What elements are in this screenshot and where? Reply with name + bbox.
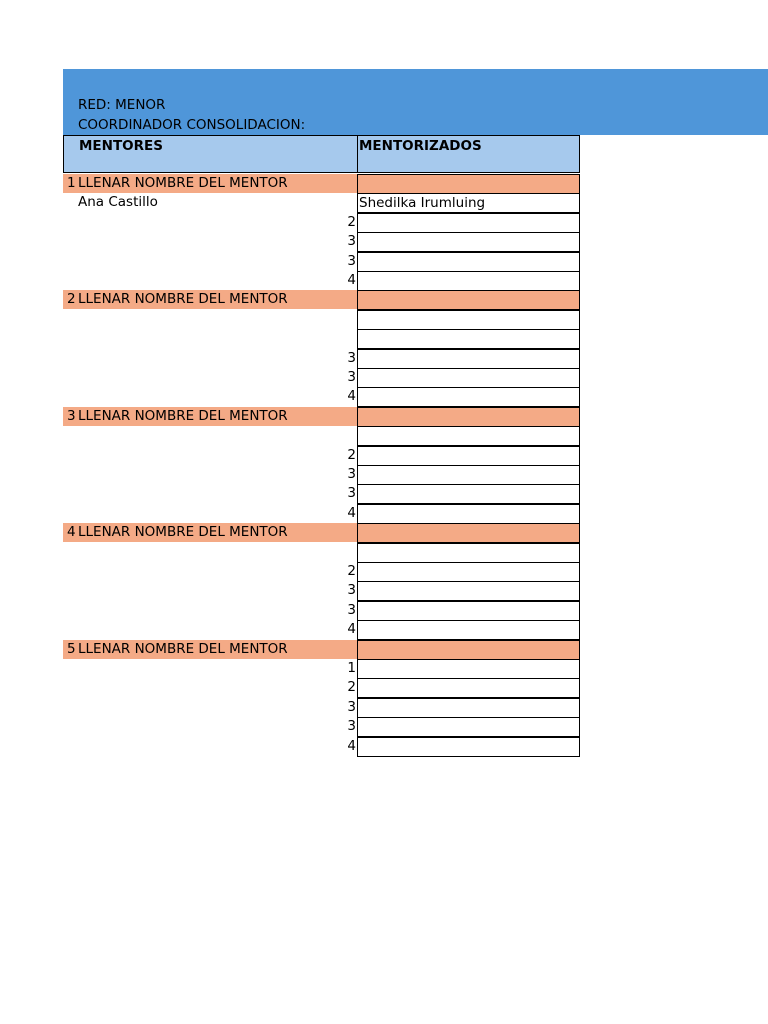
mentorizado-cell[interactable] bbox=[357, 232, 580, 252]
mentor-row-mentorizados-cell[interactable] bbox=[357, 640, 580, 660]
mentorizado-cell[interactable] bbox=[357, 504, 580, 524]
row-index: 4 bbox=[347, 504, 356, 521]
mentorizado-cell[interactable] bbox=[357, 562, 580, 582]
row-index: 2 bbox=[347, 679, 356, 696]
mentor-number: 4 bbox=[67, 524, 76, 541]
header-banner bbox=[63, 69, 768, 135]
mentor-name-placeholder: LLENAR NOMBRE DEL MENTOR bbox=[78, 291, 288, 308]
mentor-row-mentorizados-cell[interactable] bbox=[357, 523, 580, 543]
row-index bbox=[300, 426, 356, 445]
row-index: 3 bbox=[347, 349, 356, 366]
mentorizado-cell[interactable] bbox=[357, 581, 580, 601]
row-index: 3 bbox=[347, 233, 356, 250]
mentorizado-cell[interactable] bbox=[357, 387, 580, 407]
mentorizado-cell[interactable] bbox=[357, 620, 580, 640]
mentor-row-mentorizados-cell[interactable] bbox=[357, 290, 580, 310]
mentor-number: 5 bbox=[67, 640, 76, 657]
mentorizados-header-label: MENTORIZADOS bbox=[359, 138, 482, 154]
mentorizado-cell[interactable] bbox=[357, 213, 580, 233]
mentor-row[interactable] bbox=[63, 640, 358, 659]
mentorizado-cell[interactable] bbox=[357, 310, 580, 330]
mentorizado-cell[interactable] bbox=[357, 426, 580, 446]
mentorizado-cell[interactable] bbox=[357, 717, 580, 737]
row-index: 4 bbox=[347, 388, 356, 405]
mentorizado-cell[interactable] bbox=[357, 329, 580, 349]
mentor-number: 3 bbox=[67, 407, 76, 424]
mentor-name: Ana Castillo bbox=[78, 194, 158, 211]
mentorizado-cell[interactable] bbox=[357, 368, 580, 388]
mentor-name-placeholder: LLENAR NOMBRE DEL MENTOR bbox=[78, 407, 288, 424]
mentorizado-cell[interactable]: Shedilka Irumluing bbox=[357, 193, 580, 213]
mentor-number: 1 bbox=[67, 175, 76, 191]
row-index: 3 bbox=[347, 698, 356, 715]
mentorizado-cell[interactable] bbox=[357, 698, 580, 718]
mentor-name-placeholder: LLENAR NOMBRE DEL MENTOR bbox=[78, 175, 288, 191]
row-index: 4 bbox=[347, 272, 356, 288]
mentorizado-cell[interactable] bbox=[357, 678, 580, 698]
mentorizado-cell[interactable] bbox=[357, 601, 580, 621]
row-index: 4 bbox=[347, 737, 356, 754]
row-index: 3 bbox=[347, 369, 356, 385]
row-index bbox=[300, 193, 356, 212]
row-index: 1 bbox=[347, 660, 356, 676]
coordinator-label: COORDINADOR CONSOLIDACION: bbox=[78, 117, 306, 133]
mentor-row[interactable] bbox=[63, 523, 358, 542]
row-index: 3 bbox=[347, 252, 356, 269]
mentorizados-column-header bbox=[357, 135, 580, 173]
row-index: 3 bbox=[347, 582, 356, 599]
mentorizado-cell[interactable] bbox=[357, 252, 580, 272]
row-index bbox=[300, 329, 356, 348]
mentor-number: 2 bbox=[67, 291, 76, 308]
mentorizado-cell[interactable] bbox=[357, 543, 580, 563]
row-index: 3 bbox=[347, 718, 356, 735]
mentorizado-cell[interactable] bbox=[357, 349, 580, 369]
row-index: 3 bbox=[347, 485, 356, 502]
mentor-row-mentorizados-cell[interactable] bbox=[357, 174, 580, 194]
row-index bbox=[300, 543, 356, 562]
mentor-name-placeholder: LLENAR NOMBRE DEL MENTOR bbox=[78, 640, 288, 657]
mentorizado-cell[interactable] bbox=[357, 446, 580, 466]
mentor-row[interactable] bbox=[63, 174, 358, 193]
mentorizado-cell[interactable] bbox=[357, 484, 580, 504]
mentores-column-header bbox=[63, 135, 358, 173]
row-index: 3 bbox=[347, 601, 356, 618]
row-index: 3 bbox=[347, 466, 356, 482]
row-index: 4 bbox=[347, 621, 356, 638]
mentor-row-mentorizados-cell[interactable] bbox=[357, 407, 580, 427]
mentorizado-cell[interactable] bbox=[357, 271, 580, 291]
mentorizado-cell[interactable] bbox=[357, 465, 580, 485]
row-index: 2 bbox=[347, 446, 356, 463]
row-index: 2 bbox=[347, 213, 356, 230]
mentorizado-cell[interactable] bbox=[357, 737, 580, 757]
mentores-header-label: MENTORES bbox=[79, 138, 163, 154]
row-index: 2 bbox=[347, 563, 356, 579]
mentor-row[interactable] bbox=[63, 407, 358, 426]
mentor-row[interactable] bbox=[63, 290, 358, 309]
mentor-name-placeholder: LLENAR NOMBRE DEL MENTOR bbox=[78, 524, 288, 541]
mentorizado-cell[interactable] bbox=[357, 659, 580, 679]
row-index bbox=[300, 310, 356, 329]
red-label: RED: MENOR bbox=[78, 97, 166, 113]
